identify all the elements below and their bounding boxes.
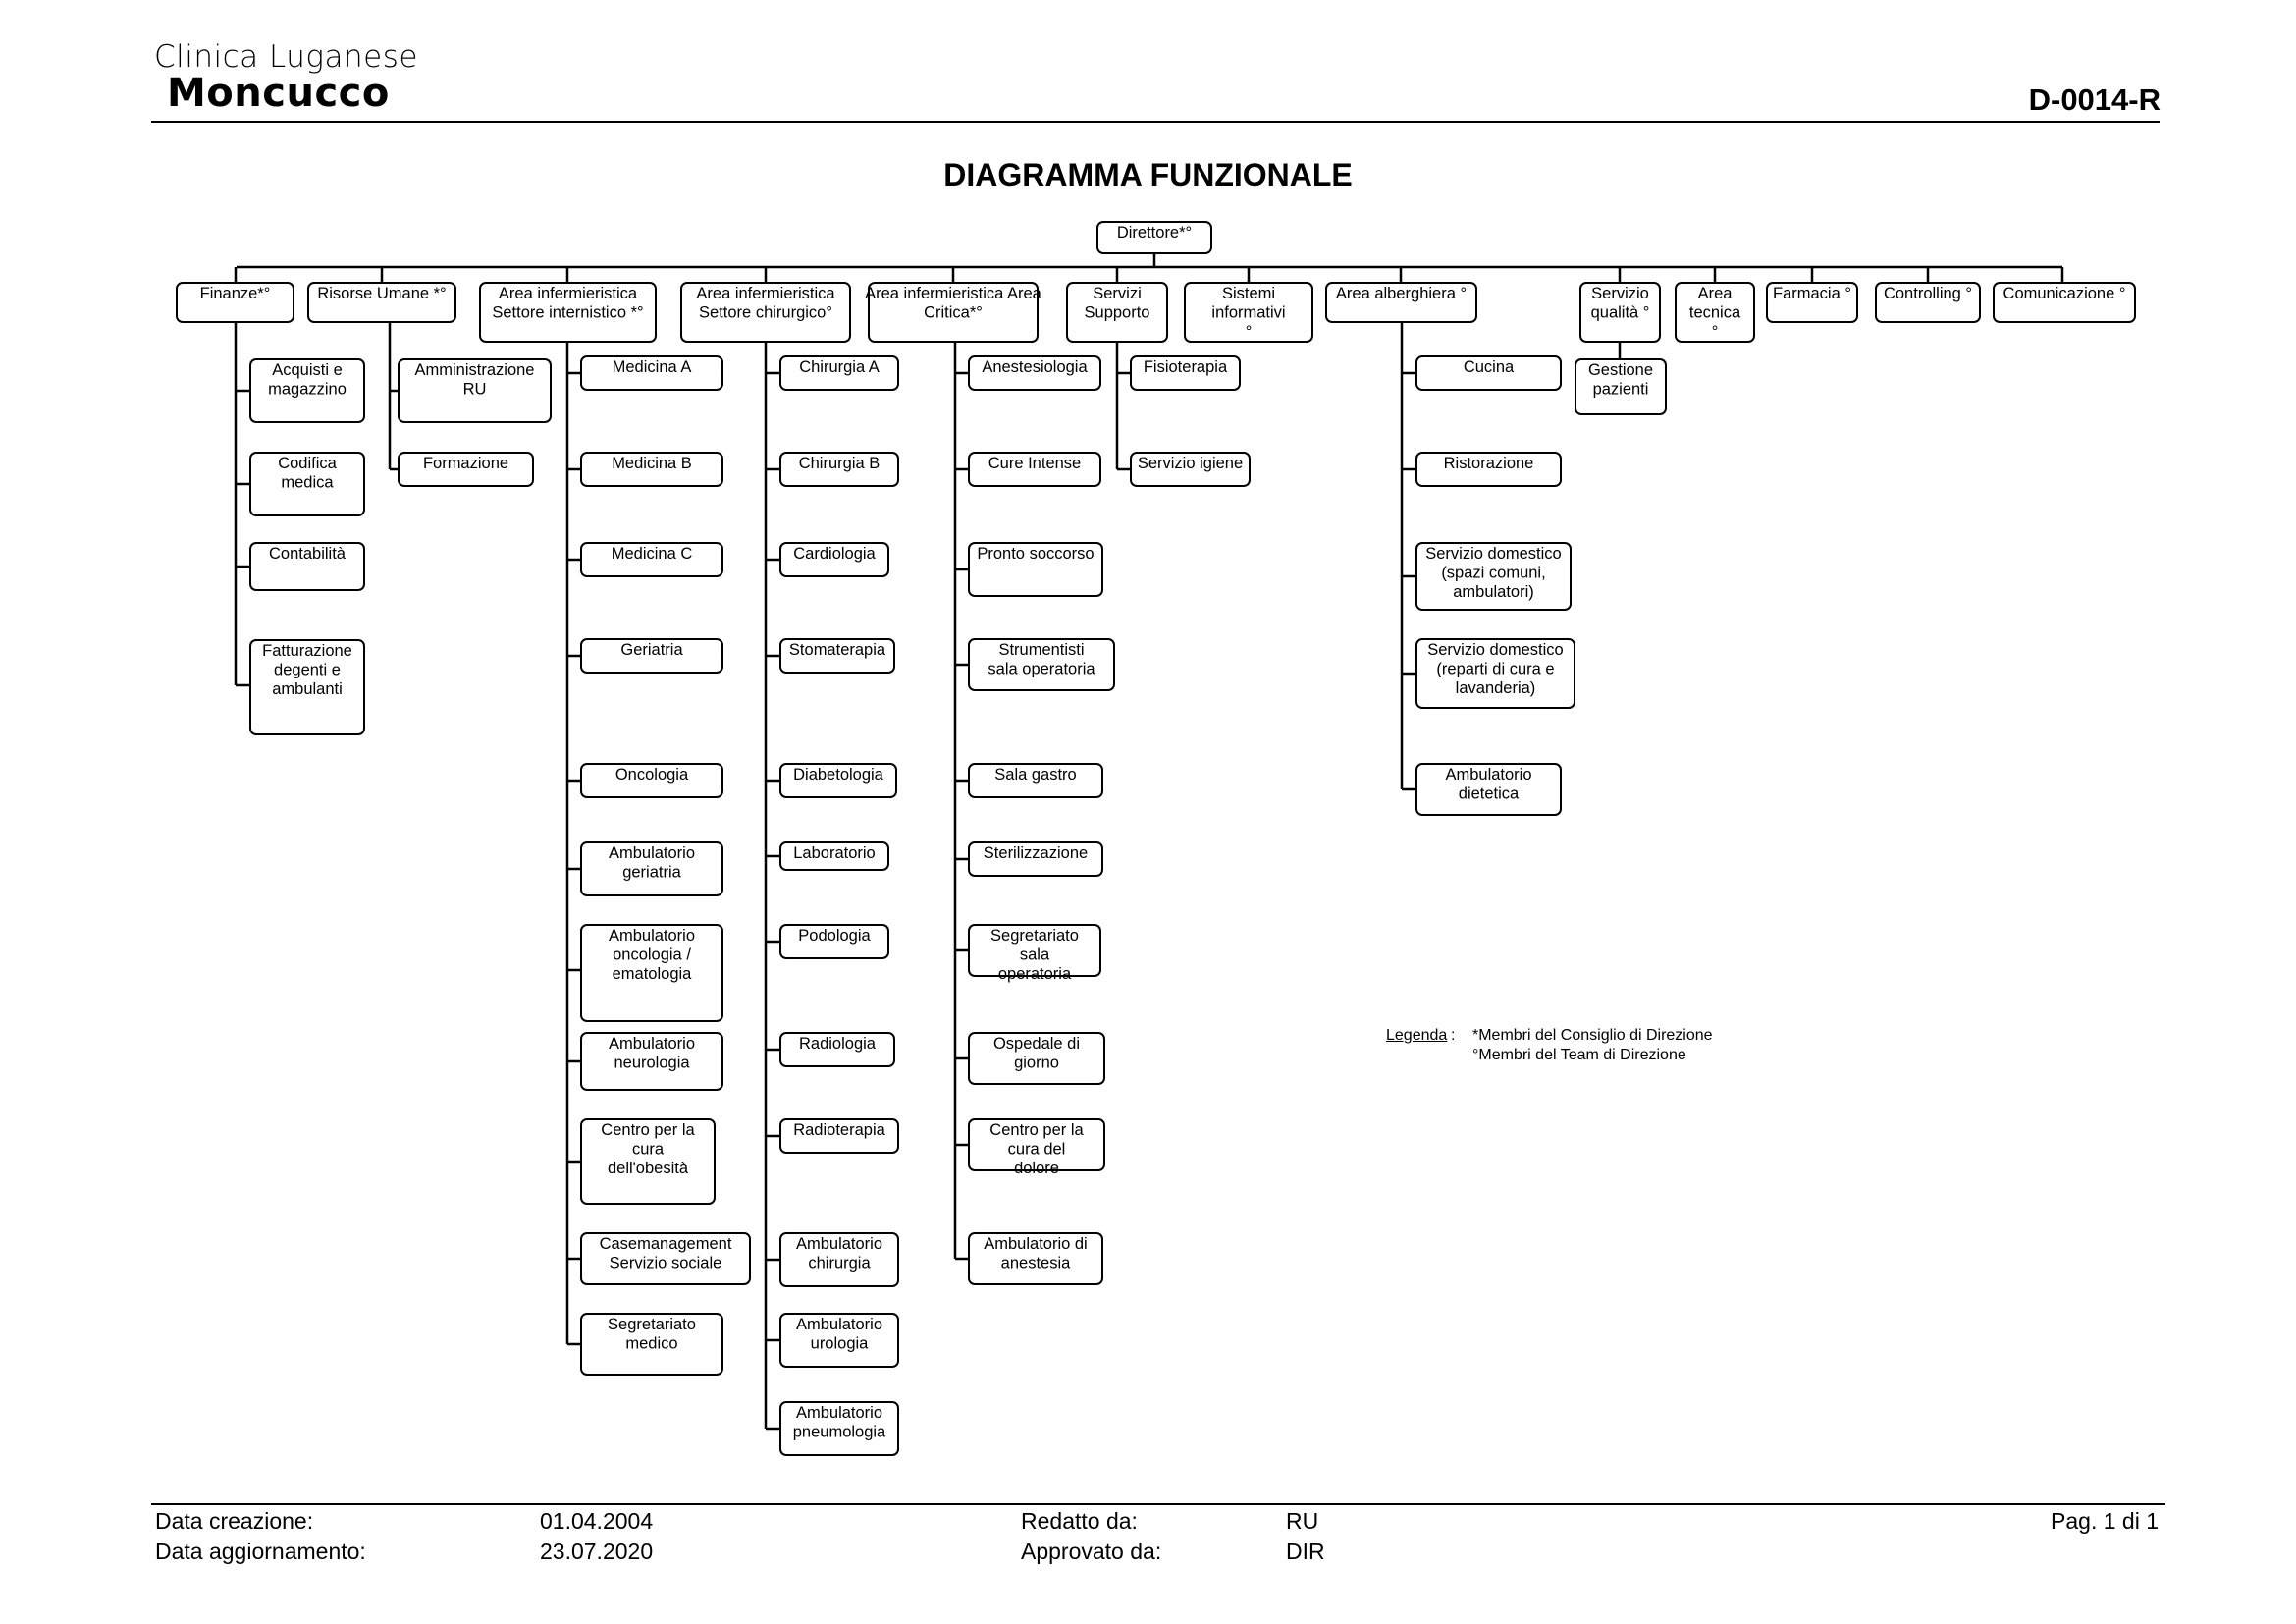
child-box-gestione-pazienti — [1575, 359, 1666, 414]
child-box-contabilita-label: Contabilità — [269, 545, 346, 563]
dept-box-area-alberghiera-label: Area alberghiera ° — [1335, 285, 1468, 302]
child-box-ambulatorio-di-anestesia-label: Ambulatorio di anestesia — [984, 1235, 1088, 1272]
child-box-codifica-medica — [250, 453, 364, 515]
dept-box-area-internistica-label: Area infermieristica Settore internistico *° — [492, 285, 644, 322]
dept-box-servizi-supporto — [1067, 283, 1167, 342]
child-box-strumentisti-sala-operatoria-label: Strumentisti sala operatoria — [988, 641, 1095, 678]
child-box-chirurgia-b — [780, 453, 898, 486]
footer-aggiornamento-value: 23.07.2020 — [540, 1539, 654, 1564]
child-box-cure-intense-label: Cure Intense — [988, 455, 1082, 472]
child-box-stomaterapia-label: Stomaterapia — [788, 641, 886, 659]
dept-box-finanze-label: Finanze*° — [199, 285, 271, 302]
child-box-segretariato-medico-label: Segretariato medico — [608, 1316, 696, 1353]
child-box-amministrazione-ru — [399, 359, 551, 422]
child-box-laboratorio — [780, 842, 888, 870]
child-box-acquisti-e-magazzino-label: Acquisti e magazzino — [268, 361, 347, 399]
footer-page-number: Pag. 1 di 1 — [2051, 1508, 2159, 1534]
child-box-casemanagement-servizio-sociale-label: Casemanagement Servizio sociale — [599, 1235, 732, 1272]
child-box-ambulatorio-oncologia-ematologia — [581, 925, 722, 1021]
footer-approvato-value: DIR — [1286, 1539, 1325, 1564]
legend-colon: : — [1451, 1027, 1456, 1044]
footer-creazione-label: Data creazione: — [155, 1508, 314, 1534]
child-box-pronto-soccorso — [969, 543, 1102, 596]
child-box-ambulatorio-chirurgia-label: Ambulatorio chirurgia — [795, 1235, 883, 1272]
child-box-amministrazione-ru-label: Amministrazione RU — [414, 361, 535, 399]
child-box-chirurgia-a — [780, 356, 898, 390]
child-box-geriatria — [581, 639, 722, 673]
child-box-servizio-igiene-label: Servizio igiene — [1137, 455, 1244, 472]
child-box-ristorazione — [1416, 453, 1561, 486]
child-box-formazione-label: Formazione — [422, 455, 509, 472]
child-box-medicina-b — [581, 453, 722, 486]
child-box-segretariato-sala-operatoria — [969, 925, 1100, 983]
page-title: DIAGRAMMA FUNZIONALE — [943, 157, 1353, 192]
dept-box-controlling — [1876, 283, 1980, 322]
child-box-ambulatorio-pneumologia-label: Ambulatorio pneumologia — [792, 1404, 886, 1441]
footer-redatto-value: RU — [1286, 1508, 1319, 1534]
dept-box-servizio-qualita-label: Servizio qualità ° — [1590, 285, 1650, 322]
child-box-servizio-igiene — [1131, 453, 1250, 486]
dept-box-farmacia-label: Farmacia ° — [1773, 285, 1851, 302]
child-box-ambulatorio-geriatria-label: Ambulatorio geriatria — [608, 844, 696, 882]
child-box-chirurgia-b-label: Chirurgia B — [798, 455, 881, 472]
child-box-ambulatorio-geriatria — [581, 842, 722, 895]
child-box-ospedale-di-giorno — [969, 1033, 1104, 1084]
child-box-servizio-domestico-spazi-comuni-ambulatori — [1416, 543, 1571, 610]
child-box-sala-gastro-label: Sala gastro — [994, 766, 1077, 784]
child-box-segretariato-sala-operatoria-label: Segretariato sala operatoria — [990, 927, 1079, 983]
child-box-ospedale-di-giorno-label: Ospedale di giorno — [992, 1035, 1081, 1072]
dept-box-farmacia — [1767, 283, 1857, 322]
child-box-medicina-a — [581, 356, 722, 390]
child-box-podologia — [780, 925, 888, 958]
dept-box-sistemi-informativi — [1185, 283, 1312, 342]
child-box-ambulatorio-dietetica-label: Ambulatorio dietetica — [1445, 766, 1532, 803]
dept-box-risorse-umane-label: Risorse Umane *° — [317, 285, 447, 302]
child-box-radioterapia-label: Radioterapia — [793, 1121, 885, 1139]
dept-box-finanze — [177, 283, 294, 322]
child-box-stomaterapia — [780, 639, 894, 673]
dept-box-sistemi-informativi-label: Sistemi informativi ° — [1211, 285, 1286, 341]
child-box-radioterapia — [780, 1119, 898, 1153]
dept-box-area-chirurgica — [681, 283, 850, 342]
child-box-ristorazione-label: Ristorazione — [1443, 455, 1534, 472]
dept-box-area-critica-label: Area infermieristica Area Critica*° — [865, 285, 1041, 322]
child-box-sterilizzazione-label: Sterilizzazione — [983, 844, 1089, 862]
child-box-cure-intense — [969, 453, 1100, 486]
child-box-ambulatorio-pneumologia — [780, 1402, 898, 1455]
child-box-fatturazione-degenti-e-ambulanti-label: Fatturazione degenti e ambulanti — [262, 642, 352, 698]
child-box-ambulatorio-di-anestesia — [969, 1233, 1102, 1284]
child-box-anestesiologia — [969, 356, 1100, 390]
child-box-chirurgia-a-label: Chirurgia A — [799, 358, 880, 376]
child-box-fisioterapia-label: Fisioterapia — [1143, 358, 1228, 376]
child-box-diabetologia — [780, 764, 896, 797]
root-box-direttore — [1097, 222, 1211, 253]
logo-text-clinica: Clinica Luganese — [154, 39, 418, 75]
dept-box-controlling-label: Controlling ° — [1883, 285, 1973, 302]
child-box-servizio-domestico-spazi-comuni-ambulatori-label: Servizio domestico (spazi comuni, ambulatori) — [1425, 545, 1562, 601]
footer-approvato-label: Approvato da: — [1021, 1539, 1162, 1564]
child-box-servizio-domestico-reparti-di-cura-e-lavanderia-label: Servizio domestico (reparti di cura e lavanderia) — [1427, 641, 1564, 697]
child-box-centro-per-la-cura-del-dolore-label: Centro per la cura del dolore — [989, 1121, 1084, 1177]
child-box-medicina-b-label: Medicina B — [612, 455, 692, 472]
child-box-anestesiologia-label: Anestesiologia — [982, 358, 1088, 376]
dept-box-area-critica — [865, 283, 1042, 342]
child-box-strumentisti-sala-operatoria — [969, 639, 1114, 690]
child-box-laboratorio-label: Laboratorio — [793, 844, 876, 862]
child-box-medicina-c — [581, 543, 722, 576]
child-box-oncologia — [581, 764, 722, 797]
dept-box-area-chirurgica-label: Area infermieristica Settore chirurgico° — [696, 285, 835, 322]
footer-creazione-value: 01.04.2004 — [540, 1508, 654, 1534]
child-box-sterilizzazione — [969, 842, 1102, 876]
dept-box-risorse-umane — [308, 283, 455, 322]
document-code: D-0014-R — [2028, 82, 2161, 117]
child-box-centro-per-la-cura-del-dolore — [969, 1119, 1104, 1177]
root-box-direttore-label: Direttore*° — [1116, 224, 1193, 242]
child-box-ambulatorio-chirurgia — [780, 1233, 898, 1286]
child-box-cucina-label: Cucina — [1463, 358, 1515, 376]
logo-text-moncucco: Moncucco — [167, 71, 390, 116]
dept-box-area-internistica — [480, 283, 656, 342]
child-box-centro-per-la-cura-dell-obesita — [581, 1119, 715, 1204]
child-box-ambulatorio-urologia — [780, 1314, 898, 1367]
legend-item-team: °Membri del Team di Direzione — [1472, 1047, 1686, 1063]
child-box-gestione-pazienti-label: Gestione pazienti — [1587, 361, 1654, 399]
child-box-medicina-c-label: Medicina C — [611, 545, 693, 563]
child-box-radiologia-label: Radiologia — [799, 1035, 876, 1053]
child-box-formazione — [399, 453, 533, 486]
child-box-sala-gastro — [969, 764, 1102, 797]
dept-box-comunicazione-label: Comunicazione ° — [2002, 285, 2126, 302]
legend-title: Legenda — [1386, 1027, 1448, 1044]
dept-box-servizi-supporto-label: Servizi Supporto — [1084, 285, 1150, 322]
footer-redatto-label: Redatto da: — [1021, 1508, 1138, 1534]
child-box-servizio-domestico-reparti-di-cura-e-lavanderia — [1416, 639, 1575, 708]
child-box-ambulatorio-urologia-label: Ambulatorio urologia — [795, 1316, 883, 1353]
child-box-segretariato-medico — [581, 1314, 722, 1375]
child-box-oncologia-label: Oncologia — [614, 766, 689, 784]
dept-box-servizio-qualita — [1580, 283, 1660, 342]
child-box-centro-per-la-cura-dell-obesita-label: Centro per la cura dell'obesità — [601, 1121, 695, 1177]
child-box-codifica-medica-label: Codifica medica — [278, 455, 337, 492]
child-box-podologia-label: Podologia — [798, 927, 871, 945]
dept-box-area-tecnica-label: Area tecnica ° — [1688, 285, 1741, 341]
legend-item-consiglio: *Membri del Consiglio di Direzione — [1472, 1027, 1713, 1044]
child-box-cardiologia-label: Cardiologia — [793, 545, 876, 563]
child-box-contabilita — [250, 543, 364, 590]
child-box-radiologia — [780, 1033, 894, 1066]
child-box-geriatria-label: Geriatria — [620, 641, 683, 659]
dept-box-area-alberghiera — [1326, 283, 1476, 322]
dept-box-area-tecnica — [1676, 283, 1754, 342]
footer-aggiornamento-label: Data aggiornamento: — [155, 1539, 366, 1564]
child-box-medicina-a-label: Medicina A — [612, 358, 692, 376]
dept-box-comunicazione — [1994, 283, 2135, 322]
child-box-ambulatorio-neurologia — [581, 1033, 722, 1090]
child-box-cucina — [1416, 356, 1561, 390]
child-box-ambulatorio-oncologia-ematologia-label: Ambulatorio oncologia / ematologia — [608, 927, 696, 983]
child-box-fatturazione-degenti-e-ambulanti — [250, 640, 364, 734]
footer-divider — [151, 1503, 2165, 1505]
child-box-pronto-soccorso-label: Pronto soccorso — [977, 545, 1095, 563]
child-box-ambulatorio-neurologia-label: Ambulatorio neurologia — [608, 1035, 696, 1072]
child-box-acquisti-e-magazzino — [250, 359, 364, 422]
child-box-ambulatorio-dietetica — [1416, 764, 1561, 815]
child-box-fisioterapia — [1131, 356, 1240, 390]
child-box-casemanagement-servizio-sociale — [581, 1233, 750, 1284]
child-box-diabetologia-label: Diabetologia — [793, 766, 883, 784]
child-box-cardiologia — [780, 543, 888, 576]
